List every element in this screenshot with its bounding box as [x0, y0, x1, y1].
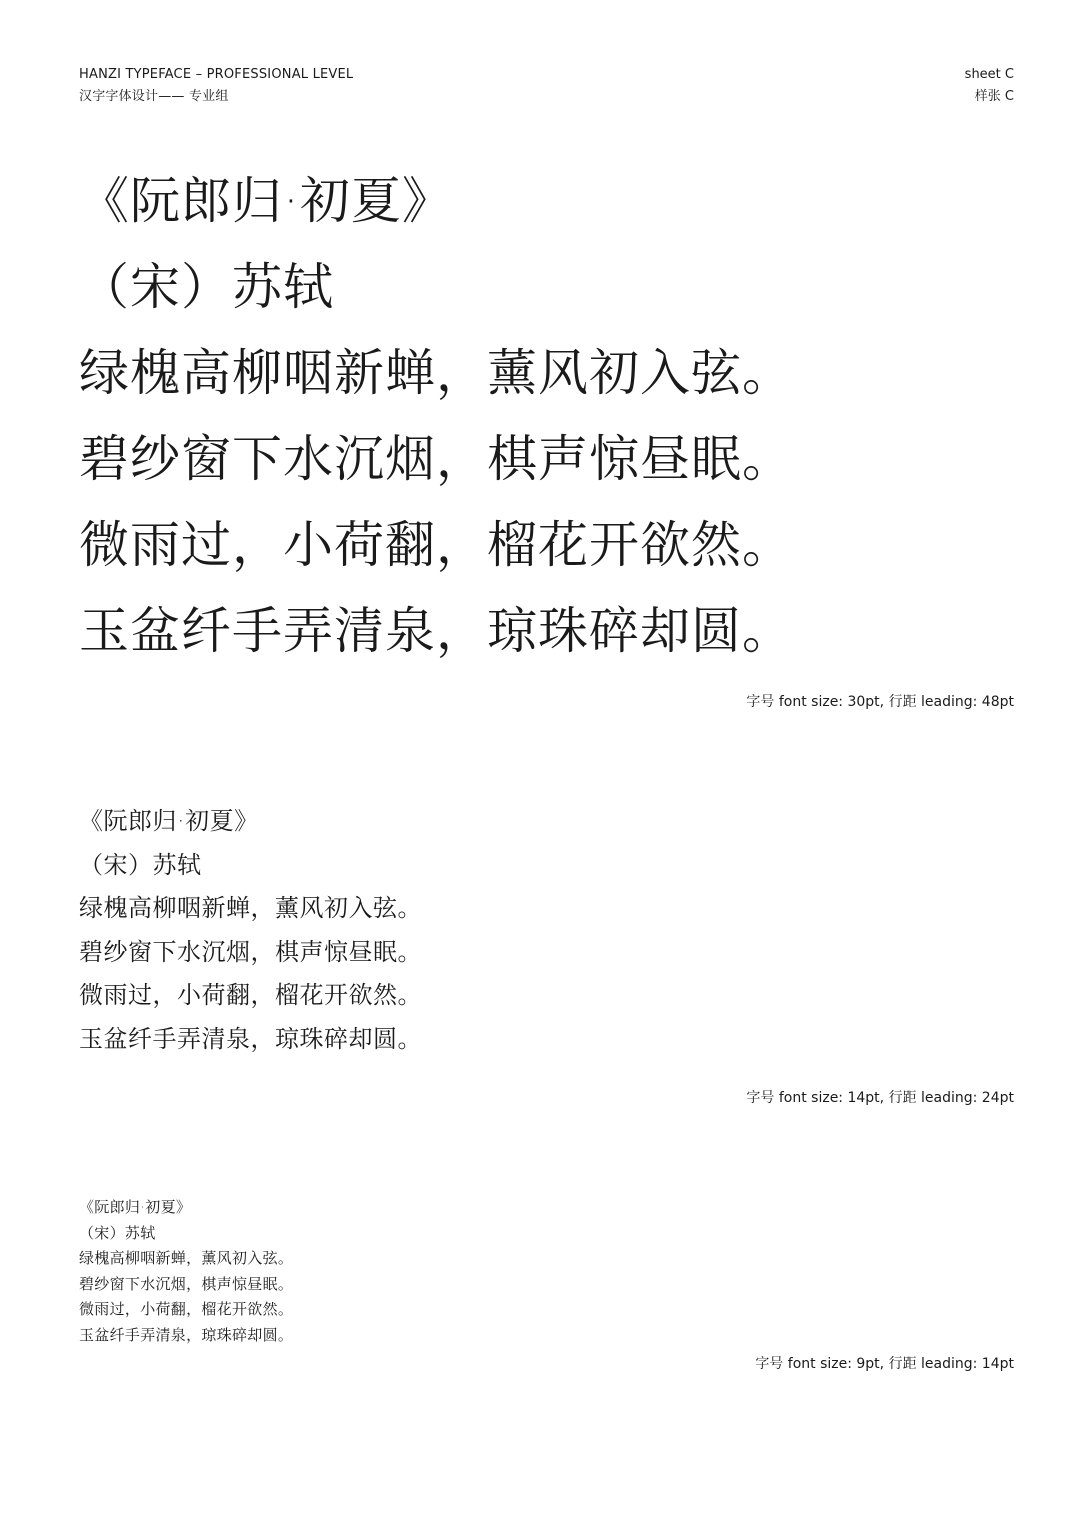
poem-line: 碧纱窗下水沉烟，棋声惊昼眠。 — [79, 1274, 294, 1293]
specimen-medium — [79, 800, 422, 1061]
specimen-large-caption: 字号 font size: 30pt, 行距 leading: 48pt — [746, 694, 1014, 710]
poem-line: 微雨过，小荷翻，榴花开欲然。 — [79, 516, 793, 574]
sheet-label-zh: 样张 C — [974, 89, 1014, 104]
poem-line: 微雨过，小荷翻，榴花开欲然。 — [79, 1300, 294, 1318]
header-title-zh: 汉字字体设计—— 专业组 — [79, 89, 229, 104]
poem-line: 微雨过，小荷翻，榴花开欲然。 — [79, 981, 422, 1009]
poem-title: 《阮郎归·初夏》 — [79, 172, 453, 230]
poem-line: 玉盆纤手弄清泉，琼珠碎却圆。 — [79, 602, 793, 660]
specimen-large — [79, 158, 793, 674]
poem-author: （宋）苏轼 — [79, 258, 334, 316]
specimen-small — [79, 1195, 293, 1348]
poem-title: 《阮郎归·初夏》 — [79, 807, 259, 835]
header-title-block — [79, 64, 353, 108]
header-title-en: HANZI TYPEFACE – PROFESSIONAL LEVEL — [79, 67, 354, 82]
poem-line: 绿槐高柳咽新蝉，薰风初入弦。 — [79, 1249, 294, 1267]
poem-line: 碧纱窗下水沉烟，棋声惊昼眠。 — [79, 937, 422, 966]
poem-line: 绿槐高柳咽新蝉，薰风初入弦。 — [79, 894, 422, 922]
poem-line: 绿槐高柳咽新蝉，薰风初入弦。 — [79, 344, 793, 402]
poem-author: （宋）苏轼 — [79, 850, 202, 879]
poem-author: （宋）苏轼 — [79, 1223, 156, 1242]
poem-line: 碧纱窗下水沉烟，棋声惊昼眠。 — [79, 430, 793, 488]
sheet-label-en: sheet C — [964, 67, 1014, 82]
specimen-small-caption: 字号 font size: 9pt, 行距 leading: 14pt — [755, 1356, 1014, 1372]
specimen-medium-caption: 字号 font size: 14pt, 行距 leading: 24pt — [746, 1090, 1014, 1106]
header-sheet-block — [965, 64, 1014, 108]
poem-title: 《阮郎归·初夏》 — [79, 1198, 192, 1216]
poem-line: 玉盆纤手弄清泉，琼珠碎却圆。 — [79, 1024, 422, 1053]
poem-line: 玉盆纤手弄清泉，琼珠碎却圆。 — [79, 1325, 294, 1344]
